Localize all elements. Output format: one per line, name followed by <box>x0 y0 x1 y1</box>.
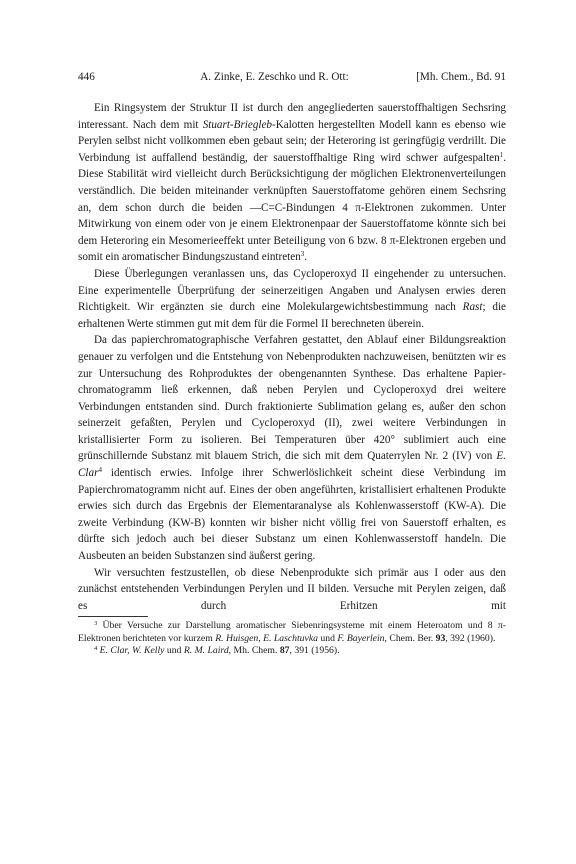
paragraph-ringsystem: Ein Ringsystem der Struktur II ist durch den angegliederten sauerstoffhaltigen Sechsring interessant. Nach dem mit Stuart-Briegleb-Kalotten hergestellten Modell kann es ebenso wie Perylen selbst nicht vollkommen eben gebaut sein; der Heteroring ist geringfügig verdrillt. Die Verbindung ist auffallend beständig, der sauerstoffhaltige Ring wird schwer aufgespalten$^1$. Diese Stabilität wird vielleicht durch Berücksichtigung der möglichen Elektronenverteilungen verständlich. Die beiden miteinander verknüpften Sauerstoffatome gehören einem Sechsring an, dem schon durch die beiden —C=C-Bindungen 4 π-Elektronen zukommen. Unter Mitwirkung von einem oder von je einem Elektronenpaar der Sauerstoffatome könnte sich bei dem Heteroring ein Mesomerieeffekt unter Beteiligung von 6 bzw. 8 π-Elektronen ergeben und somit ein aromatischer Bindungszustand eintreten$^3$. <box>78 102 506 264</box>
author-name: F. Bayerlein <box>337 632 385 644</box>
running-authors: A. Zinke, E. Zeschko und R. Ott: <box>200 71 349 83</box>
journal-reference: [Mh. Chem., Bd. 91 <box>416 71 506 83</box>
footnote-ref: 3 <box>300 250 305 259</box>
author-name: E. Clar <box>78 450 506 480</box>
author-name: Rast <box>462 301 483 314</box>
footnote-mark: 4 <box>94 645 98 653</box>
journal-page <box>78 70 506 658</box>
footnote-mark: 3 <box>94 620 98 628</box>
footnote-4: $^4$ E. Clar, W. Kelly und R. M. Laird, Mh. Chem. 87, 391 (1956). <box>94 645 340 657</box>
author-name: Stuart-Briegleb <box>202 118 272 131</box>
article-body <box>78 100 506 614</box>
page-number: 446 <box>78 71 95 83</box>
volume-number: 93 <box>435 632 446 644</box>
running-header <box>78 70 506 84</box>
paragraph-nebenprodukte: Wir versuchten festzustellen, ob diese Nebenprodukte sich primär aus I oder aus den zunächst entstehenden Verbindungen Perylen und II bilden. Versuche mit Perylen zeigen, daß es durch Erhitzen mit <box>78 566 506 612</box>
footnote-3: $^3$ Über Versuche zur Darstellung aromatischer Siebenringsysteme mit einem Heteroatom und 8 π-Elektronen berichteten vor kurzem R. Huisgen, E. Laschtuvka und F. Bayerlein, Chem. Ber. 93, 392 (1960). <box>78 620 506 644</box>
footnotes <box>78 620 506 657</box>
footnote-divider <box>78 616 148 617</box>
paragraph-cycloperoxyd: Diese Überlegungen veranlassen uns, das Cycloperoxyd II eingehender zu untersuchen. Eine experimentelle Überprüfung der seinerzeitigen Angaben und Analysen erwies deren Richtigkeit. Wir ergänzten sie durch eine Molekulargewichtsbestimmung nach Rast; die erhaltenen Werte stimmen gut mit dem für die Formel II berechneten überein. <box>78 267 506 330</box>
footnote-ref: 4 <box>98 466 102 475</box>
paragraph-chromatography: Da das papierchromatographische Verfahren gestattet, den Ablauf einer Bildungsreaktion genauer zu verfolgen und die Entstehung von Nebenprodukten nachzuweisen, benützten wir es zur Untersuchung des Rohproduktes der obengenannten Synthese. Das erhaltene Papierchromatogramm ließ erkennen, daß neben Perylen und Cycloperoxyd drei weitere Verbindungen entstanden sind. Durch fraktionierte Sublimation gelang es, außer den schon seinerzeit gefaßten, Perylen und Cycloperoxyd (II), zwei weitere Verbindungen in kristallisierter Form zu isolieren. Bei Temperaturen über 420° sublimiert auch eine grünschillernde Substanz mit blauem Strich, die sich mit dem Quaterrylen Nr. 2 (IV) von E. Clar$^4$ identisch erwies. Infolge ihrer Schwerlöslichkeit scheint diese Verbindung im Papierchromatogramm nicht auf. Eines der oben angeführten, kristallisiert erhaltenen Produkte erwies sich durch das Ergebnis der Elementaranalyse als Kohlenwasserstoff (KW-A). Die zweite Verbindung (KW-B) konnten wir bisher nicht völlig frei von Sauerstoff erhalten, es dürfte sich jedoch auch bei dieser Substanz um einen Kohlenwasserstoff handeln. Die Ausbeuten an beiden Substanzen sind äußerst gering. <box>78 334 506 563</box>
author-name: R. Huisgen, E. Laschtuvka <box>215 632 318 644</box>
author-name: E. Clar, W. Kelly <box>99 645 165 657</box>
footnote-ref: 1 <box>499 150 504 159</box>
author-name: R. M. Laird <box>183 645 229 657</box>
volume-number: 87 <box>279 645 290 657</box>
